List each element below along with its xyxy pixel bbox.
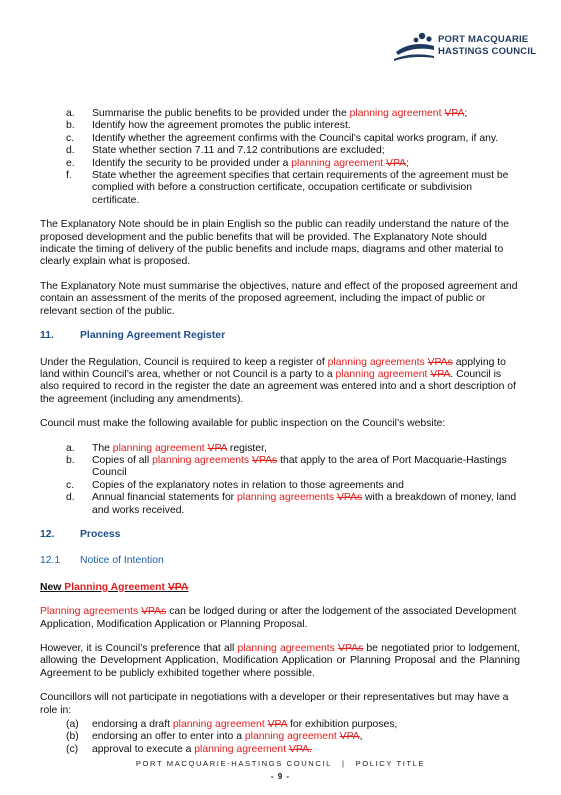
deleted-text: VPAs [252,454,278,466]
logo-line-1: PORT MACQUARIE [438,34,529,45]
heading-text: New [40,581,65,593]
list-item [40,731,520,743]
inserted-text: planning agreements [327,356,425,368]
logo-line-2: HASTINGS COUNCIL [438,46,537,57]
list-item [40,480,520,492]
inserted-text: planning agreement [172,719,265,731]
list-item-text: with a breakdown of money, land and works received. [92,492,517,516]
inserted-text: planning agreement [194,743,287,755]
inserted-text: planning agreements [236,492,335,504]
list-item-text: ; [406,157,409,169]
new-agreement-heading [40,582,520,594]
list-item [40,170,520,207]
section-title: Process [80,528,121,540]
council-logo-text [438,34,536,58]
paragraph-preference [40,643,520,680]
list-item-text: for exhibition purposes, [287,719,398,731]
paragraph-summary: The Explanatory Note must summarise the objectives, nature and effect of the proposed agreement and contain an assessment of the merits of the proposed agreement, including the impact of public or relevant section of the public. [40,280,518,317]
deleted-text: VPAs [141,606,167,618]
inserted-text: planning agreement [349,108,442,119]
paragraph-text: . Council is also required to record in the register the date an agreement was entered into and a short description of the agreement (including any amendments). [40,368,516,405]
public-inspection-list [40,443,520,517]
deleted-text: VPA [207,442,227,454]
inserted-text: planning agreement [291,157,384,169]
deleted-text: VPA [444,108,465,119]
list-marker: b. [66,120,75,132]
inserted-text: planning agreement [112,442,205,454]
paragraph-text: applying to land within Council’s area, whether or not Council is a party to a [40,356,506,380]
list-marker: (b) [66,731,79,743]
council-logo-icon [392,30,436,66]
deleted-text: VPA [386,157,407,169]
footer-organisation: PORT MACQUARIE-HASTINGS COUNCIL [135,759,332,768]
deleted-text: VPA [430,368,451,380]
deleted-text: VPAs [338,643,364,654]
list-item-text: endorsing an offer to enter into a [92,731,245,743]
page-number: - 9 - [270,772,291,781]
list-item-text: approval to execute a [92,743,195,755]
document-body [40,108,520,756]
deleted-text: VPA. [289,743,312,755]
paragraph-lodgement [40,606,520,631]
paragraph-councillors: Councillors will not participate in negotiations with a developer or their representatives but may have a role in: [40,692,509,716]
list-item [40,719,520,731]
list-marker: f. [66,170,72,182]
council-logo [392,30,542,70]
inserted-text: planning agreement [244,731,337,743]
paragraph-plain-english: The Explanatory Note should be in plain English so the public can readily understand the nature of the proposed development and the public benefits that will be provided. The Explanatory Note should indicate the timing of delivery of the public benefits and include maps, diagrams and other material to clearly explain what is proposed. [40,219,510,268]
councillor-role-list [40,719,520,756]
inserted-text: Planning Agreement [64,581,165,593]
list-marker: e. [66,157,75,169]
list-item-text: Annual financial statements for [92,492,237,504]
list-item-text: The [92,442,113,454]
list-item [40,108,520,120]
list-marker: c. [66,479,75,491]
list-item [40,158,520,170]
paragraph-public-inspection: Council must make the following available for public inspection on the Council’s website: [40,418,446,430]
paragraph-text: be negotiated prior to lodgement, allowing the Development Application, Modification Application or Planning Proposal and the Planning Agreement to be publicly exhibited together where possible. [40,643,520,679]
list-item [40,133,520,145]
deleted-text: VPAs [427,356,453,368]
list-item [40,744,520,756]
subsection-number: 12.1 [40,555,61,567]
section-title: Planning Agreement Register [80,330,226,342]
paragraph-text: Under the Regulation, Council is required to keep a register of [40,356,328,368]
deleted-text: VPA [267,719,288,731]
deleted-text: VPA [339,731,360,743]
list-item-text: , [359,731,363,743]
section-number: 12. [40,528,55,540]
section-number: 11. [40,330,54,342]
list-item-text: register, [227,442,267,454]
inserted-text: Planning agreements [40,606,139,618]
list-item-text: Identify the security to be provided under a [92,157,292,169]
section-heading-12 [40,529,520,541]
section-heading-11 [40,330,520,342]
list-item-text: Identify how the agreement promotes the public interest. [92,120,351,132]
list-item [40,443,520,455]
inserted-text: planning agreements [152,454,250,466]
list-marker: (c) [66,743,79,755]
list-item [40,455,520,480]
page-footer [0,759,561,768]
paragraph-text: However, it is Council’s preference that all [40,643,238,654]
list-item [40,145,520,157]
inserted-text: planning agreement [335,368,428,380]
list-item-text: Summarise the public benefits to be provided under the [92,108,350,119]
subsection-title: Notice of Intention [80,555,164,567]
list-marker: a. [66,442,75,454]
list-item-text: ; [464,108,468,119]
list-item-text: endorsing a draft [92,719,173,731]
list-item-text: Copies of all [92,454,153,466]
footer-policy-title: POLICY TITLE [355,759,426,768]
list-item [40,120,520,132]
list-marker: a. [66,108,75,119]
footer-separator: | [342,759,346,768]
paragraph-register [40,357,520,407]
list-item-text: State whether the agreement specifies that certain requirements of the agreement must be complied with before a construction certificate, occupation certificate or subdivision certificate. [92,170,509,206]
list-item-text: State whether section 7.11 and 7.12 contributions are excluded; [92,145,385,157]
paragraph-text: can be lodged during or after the lodgement of the associated Development Application, Modification Application or Planning Proposal. [40,606,517,630]
explanatory-note-requirements-list [40,108,520,207]
list-item-text: that apply to the area of Port Macquarie-Hastings Council [92,454,507,479]
list-item [40,492,520,517]
subsection-heading-12-1 [40,555,520,567]
list-marker: (a) [66,719,79,731]
list-marker: d. [66,492,75,504]
list-marker: b. [66,454,75,466]
list-marker: d. [66,145,75,157]
list-item-text: Copies of the explanatory notes in relation to those agreements and [92,479,404,491]
inserted-text: planning agreements [237,643,335,654]
deleted-text: VPA [167,581,189,593]
list-marker: c. [66,132,75,144]
deleted-text: VPAs [336,492,363,504]
list-item-text: Identify whether the agreement confirms with the Council’s capital works program, if any. [92,132,499,144]
